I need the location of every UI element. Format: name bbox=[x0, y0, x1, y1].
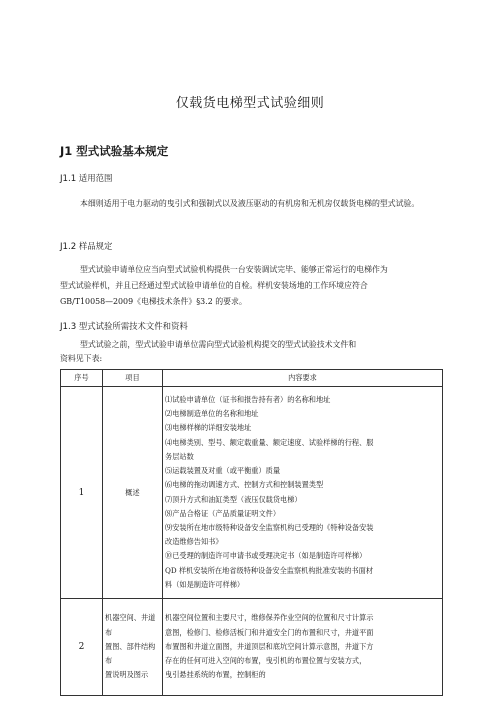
paragraph-line: 型式试验申请单位应当向型式试验机构提供一台安装调试完毕、能够正常运行的电梯作为 bbox=[80, 265, 388, 274]
requirement-line: ⑶电梯样梯的详细安装地址 bbox=[165, 423, 252, 433]
document-title: 仅载货电梯型式试验细则 bbox=[175, 96, 325, 111]
requirement-line: 改造维修告知书》 bbox=[165, 537, 223, 547]
subsection-number: J1.3 bbox=[60, 322, 77, 332]
header-requirements: 内容要求 bbox=[163, 370, 443, 387]
table-header-row bbox=[61, 370, 443, 387]
requirement-line: 务层站数 bbox=[165, 451, 194, 461]
subsection-title: 型式试验所需技术文件和资料 bbox=[78, 321, 188, 331]
table-row bbox=[61, 599, 443, 696]
row-number: 1 bbox=[61, 387, 103, 599]
paragraph-line: 型式试验样机，并且已经通过型式试验申请单位的自检。样机安装场地的工作环境应符合 bbox=[60, 281, 368, 290]
requirement-line: ⑺顶升方式和油缸类型（液压仅载货电梯） bbox=[165, 494, 302, 504]
paragraph-line: GB/T10058—2009《电梯技术条件》§3.2 的要求。 bbox=[60, 297, 247, 306]
row-number: 2 bbox=[61, 599, 103, 696]
requirement-line: ⑵电梯制造单位的名称和地址 bbox=[165, 409, 259, 419]
row-requirements bbox=[163, 599, 443, 696]
subsection-heading-scope bbox=[60, 172, 112, 184]
subsection-number: J1.1 bbox=[60, 174, 77, 184]
requirement-line: ⑩已受理的制造许可申请书或受理决定书（如是制造许可样梯） bbox=[165, 551, 367, 561]
requirement-line: ⑹电梯的拖动调速方式、控制方式和控制装置类型 bbox=[165, 480, 324, 490]
table-row bbox=[61, 387, 443, 599]
requirement-line: ⑻产品合格证（产品质量证明文件） bbox=[165, 508, 281, 518]
paragraph-line: 型式试验之前，型式试验申请单位需向型式试验机构提交的型式试验技术文件和 bbox=[80, 340, 357, 349]
row-requirements bbox=[163, 387, 443, 599]
requirement-line: 布置图和井道立面图，井道顶层和底坑空间计算示意图，井道下方 bbox=[165, 641, 374, 651]
requirements-table bbox=[60, 369, 443, 696]
requirement-line: 存在的任何可进入空间的布置，曳引机的布置位置与安装方式， bbox=[165, 656, 367, 666]
item-line: 置图、部件结构布 bbox=[105, 641, 156, 666]
scope-paragraph bbox=[60, 196, 442, 212]
paragraph-text: 本细则适用于电力驱动的曳引式和强制式以及液压驱动的有机房和无机房仅载货电梯的型式试验。 bbox=[80, 199, 420, 208]
requirement-line: 机器空间位置和主要尺寸，维修保养作业空间的位置和尺寸计算示 bbox=[165, 613, 374, 623]
row-item: 概述 bbox=[103, 387, 163, 599]
requirement-line: ⑸运载装置及对重（或平衡重）质量 bbox=[165, 466, 281, 476]
requirement-line: QD 样机安装所在地省级特种设备安全监察机构批准安装的书面材 bbox=[165, 565, 374, 575]
sample-paragraph bbox=[60, 262, 442, 310]
requirement-line: ⑴试验申请单位（证书和报告持有者）的名称和地址 bbox=[165, 395, 331, 405]
item-line: 置说明及图示 bbox=[105, 670, 149, 680]
subsection-title: 适用范围 bbox=[78, 173, 113, 183]
requirement-line: 料（如是制造许可样梯） bbox=[165, 579, 245, 589]
paragraph-line: 资料见下表: bbox=[60, 354, 103, 363]
subsection-title: 样品规定 bbox=[78, 241, 113, 251]
docs-paragraph bbox=[60, 337, 442, 367]
section-heading: J1 型式试验基本规定 bbox=[60, 144, 169, 158]
subsection-number: J1.2 bbox=[60, 242, 77, 252]
requirement-line: ⑷电梯类别、型号、额定载重量、额定速度、试验样梯的行程、服 bbox=[165, 437, 374, 447]
subsection-heading-docs bbox=[60, 320, 188, 332]
row-item bbox=[103, 599, 163, 696]
header-number: 序号 bbox=[61, 370, 103, 387]
header-item: 项目 bbox=[103, 370, 163, 387]
subsection-heading-sample bbox=[60, 240, 112, 252]
requirement-line: 曳引悬挂系统的布置，控制柜的 bbox=[165, 670, 266, 680]
requirement-line: 意图，检修门、检修活板门和井道安全门的布置和尺寸，井道平面 bbox=[165, 627, 374, 637]
item-line: 机器空间、井道布 bbox=[105, 613, 156, 637]
requirement-line: ⑼安装所在地市级特种设备安全监察机构已受理的《特种设备安装 bbox=[165, 522, 374, 532]
